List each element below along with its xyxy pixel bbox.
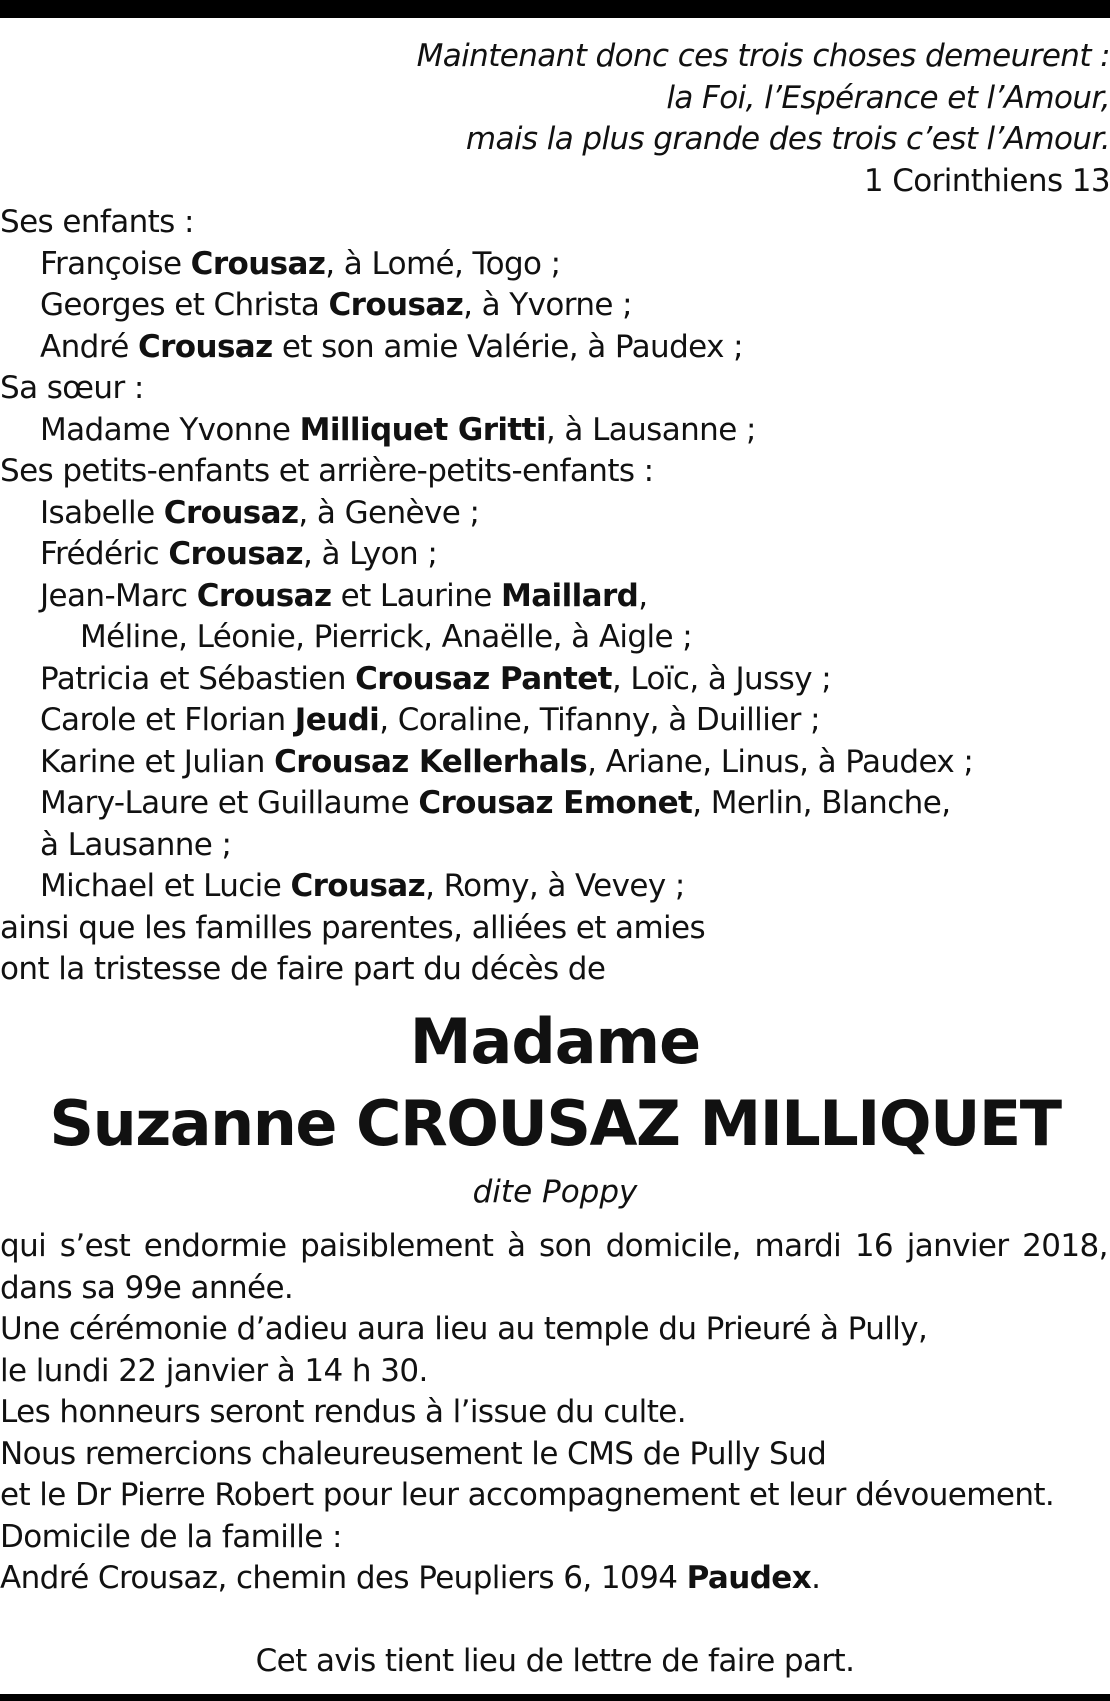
family-member: Michael et Lucie Crousaz, Romy, à Vevey ; [40, 868, 685, 904]
family-address: André Crousaz, chemin des Peupliers 6, 1094 Paudex. [0, 1560, 821, 1596]
family-member: Carole et Florian Jeudi, Coraline, Tifanny, à Duillier ; [40, 702, 820, 738]
epigraph [5, 36, 1110, 202]
family-member-continuation: à Lausanne ; [40, 826, 232, 863]
announcement-line: Domicile de la famille : [0, 1518, 342, 1555]
grandchildren-heading: Ses petits-enfants et arrière-petits-enfants : [0, 453, 654, 489]
family-member: Georges et Christa Crousaz, à Yvorne ; [40, 287, 632, 323]
family-member: Karine et Julian Crousaz Kellerhals, Ariane, Linus, à Paudex ; [40, 743, 974, 780]
epigraph-reference: 1 Corinthiens 13 [863, 162, 1110, 199]
closing-line: ainsi que les familles parentes, alliées et amies [0, 909, 706, 946]
announcement-line: dans sa 99e année. [0, 1269, 294, 1306]
epigraph-line: la Foi, l’Espérance et l’Amour, [666, 79, 1110, 116]
announcement-line: et le Dr Pierre Robert pour leur accompagnement et leur dévouement. [0, 1477, 1055, 1513]
family-member: Frédéric Crousaz, à Lyon ; [40, 536, 438, 572]
announcement-line: le lundi 22 janvier à 14 h 30. [0, 1352, 428, 1389]
family-member: Patricia et Sébastien Crousaz Pantet, Loïc, à Jussy ; [40, 660, 832, 697]
family-member: Françoise Crousaz, à Lomé, Togo ; [40, 245, 561, 282]
announcement-line: Nous remercions chaleureusement le CMS de Pully Sud [0, 1435, 827, 1472]
epigraph-line: Maintenant donc ces trois choses demeurent : [416, 38, 1110, 74]
top-rule [0, 0, 1110, 18]
closing-note: Cet avis tient lieu de lettre de faire part. [255, 1643, 855, 1679]
children-heading: Ses enfants : [0, 204, 194, 240]
family-list [0, 202, 1110, 991]
death-line: qui s’est endormie paisiblement à son domicile, mardi 16 janvier 2018, [0, 1228, 1108, 1264]
family-member: André Crousaz et son amie Valérie, à Paudex ; [40, 328, 743, 365]
family-member: Mary-Laure et Guillaume Crousaz Emonet, Merlin, Blanche, [40, 785, 951, 821]
bottom-rule [0, 1694, 1110, 1701]
deceased-name: Suzanne CROUSAZ MILLIQUET [49, 1087, 1061, 1160]
family-member-continuation: Méline, Léonie, Pierrick, Anaëlle, à Aigle ; [80, 619, 693, 655]
closing-line: ont la tristesse de faire part du décès de [0, 951, 606, 987]
announcement-line: Une cérémonie d’adieu aura lieu au temple du Prieuré à Pully, [0, 1311, 928, 1347]
sister-heading: Sa sœur : [0, 370, 144, 406]
family-member: Jean-Marc Crousaz et Laurine Maillard, [40, 577, 648, 614]
epigraph-line: mais la plus grande des trois c’est l’Amour. [465, 121, 1110, 157]
family-member: Madame Yvonne Milliquet Gritti, à Lausanne ; [40, 411, 756, 448]
deceased-title: Madame [409, 1005, 701, 1078]
family-member: Isabelle Crousaz, à Genève ; [40, 494, 480, 531]
announcement-line: Les honneurs seront rendus à l’issue du culte. [0, 1394, 686, 1430]
announcement [0, 1226, 1110, 1600]
deceased-nickname: dite Poppy [472, 1174, 638, 1210]
